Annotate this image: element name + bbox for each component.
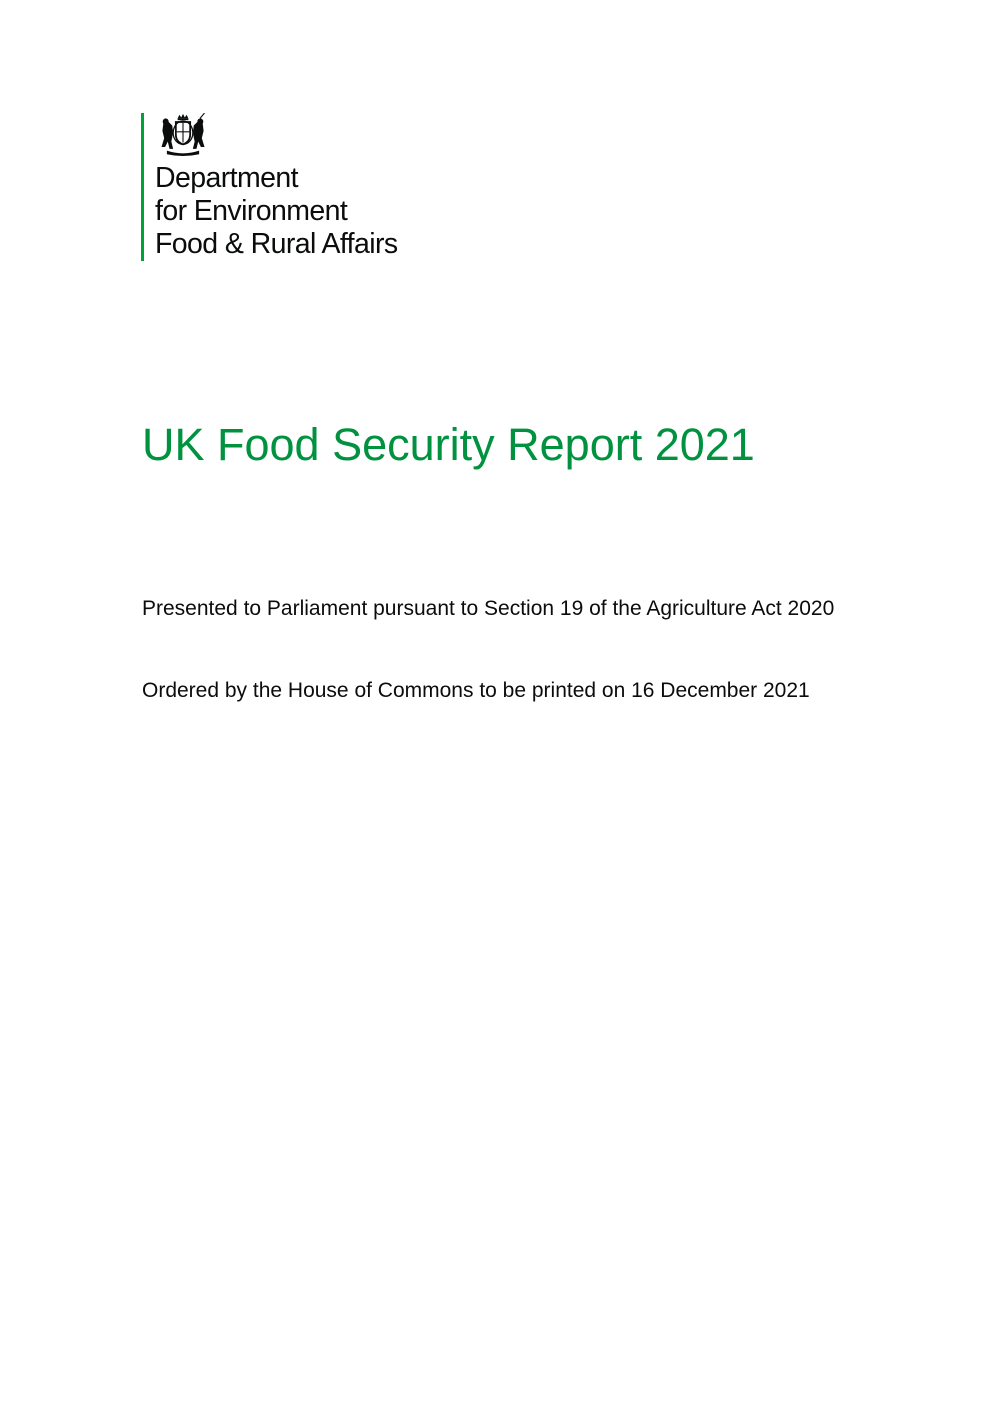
department-name — [155, 162, 398, 261]
department-name-line-3: Food & Rural Affairs — [155, 228, 398, 260]
department-name-line-2: for Environment — [155, 195, 348, 227]
royal-coat-of-arms-icon — [155, 113, 211, 156]
defra-logo — [141, 113, 398, 261]
logo-content — [155, 113, 398, 261]
department-name-line-1: Department — [155, 162, 298, 194]
ordered-statement: Ordered by the House of Commons to be printed on 16 December 2021 — [142, 679, 810, 702]
presented-statement: Presented to Parliament pursuant to Section 19 of the Agriculture Act 2020 — [142, 597, 835, 620]
report-title: UK Food Security Report 2021 — [142, 419, 755, 470]
logo-green-rule — [141, 113, 144, 261]
